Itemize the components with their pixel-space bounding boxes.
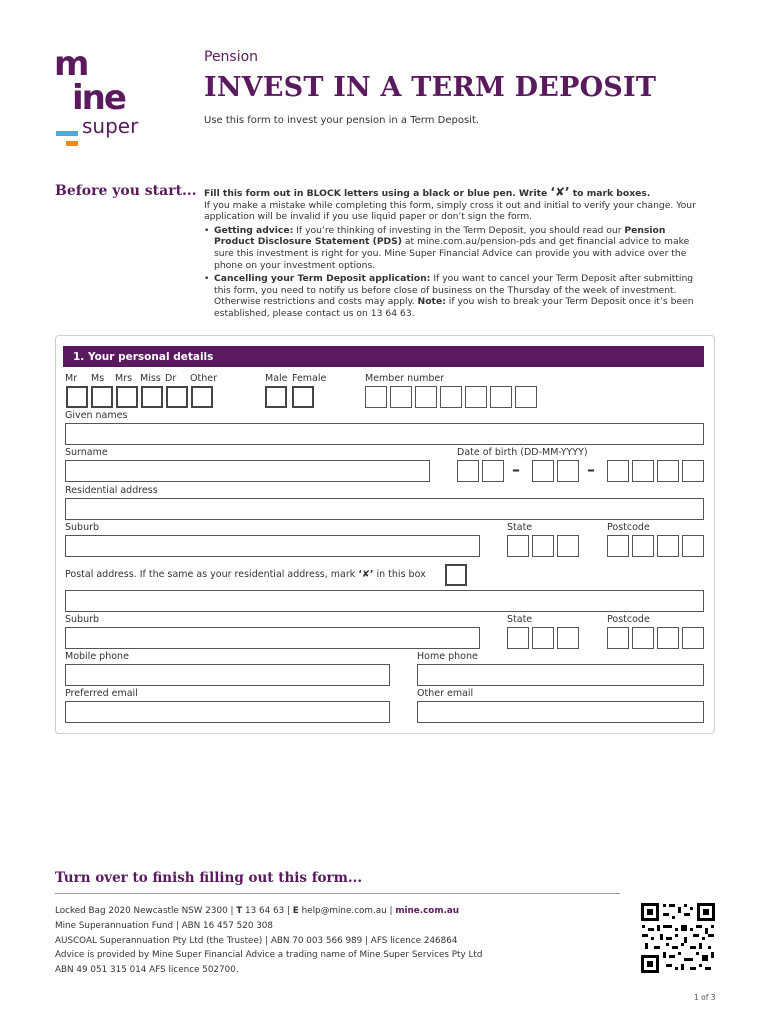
logo-bar-blue [56, 131, 78, 136]
member-number-label: Member number [365, 373, 445, 384]
gender-female-checkbox[interactable] [292, 386, 314, 408]
title-mr-checkbox[interactable] [66, 386, 88, 408]
home-phone-input[interactable] [417, 664, 704, 686]
member-number-box[interactable] [390, 386, 412, 408]
postal-state-box[interactable] [507, 627, 529, 649]
state-box[interactable] [532, 535, 554, 557]
postal-suburb-input[interactable] [65, 627, 480, 649]
other-email-label: Other email [417, 688, 474, 699]
dob-day-box[interactable] [457, 460, 479, 482]
preferred-email-label: Preferred email [65, 688, 138, 699]
dob-label: Date of birth (DD-MM-YYYY) [457, 447, 588, 458]
postal-postcode-box[interactable] [607, 627, 629, 649]
dob-year-box[interactable] [632, 460, 654, 482]
residential-address-input[interactable] [65, 498, 704, 520]
mobile-phone-label: Mobile phone [65, 651, 129, 662]
state-box[interactable] [557, 535, 579, 557]
postcode-box[interactable] [657, 535, 679, 557]
member-number-box[interactable] [490, 386, 512, 408]
member-number-box[interactable] [465, 386, 487, 408]
footer-line-fund: Mine Superannuation Fund | ABN 16 457 520 308 [55, 920, 273, 931]
turn-over-heading: Turn over to finish filling out this form... [55, 870, 363, 886]
mobile-phone-input[interactable] [65, 664, 390, 686]
title-label-miss: Miss [140, 373, 161, 384]
dob-separator: – [587, 460, 595, 479]
title-label-ms: Ms [91, 373, 105, 384]
suburb-input[interactable] [65, 535, 480, 557]
title-mrs-checkbox[interactable] [116, 386, 138, 408]
postal-state-box[interactable] [532, 627, 554, 649]
member-number-box[interactable] [365, 386, 387, 408]
postal-postcode-box[interactable] [632, 627, 654, 649]
section-title-personal-details: 1. Your personal details [63, 346, 704, 367]
title-miss-checkbox[interactable] [141, 386, 163, 408]
postcode-label: Postcode [607, 522, 650, 533]
other-email-input[interactable] [417, 701, 704, 723]
footer-line-address: Locked Bag 2020 Newcastle NSW 2300 | T 13 64 63 | E help@mine.com.au | mine.com.au [55, 906, 460, 916]
title-label-mrs: Mrs [115, 373, 133, 384]
member-number-box[interactable] [515, 386, 537, 408]
title-other-checkbox[interactable] [191, 386, 213, 408]
mistake-text: If you make a mistake while completing this form, simply cross it out and initial to verify your change. Your application will be invalid if you use liquid paper or don’t sign the form. [204, 199, 696, 223]
residential-address-label: Residential address [65, 485, 158, 496]
home-phone-label: Home phone [417, 651, 478, 662]
title-ms-checkbox[interactable] [91, 386, 113, 408]
suburb-label: Suburb [65, 522, 100, 533]
gender-label-female: Female [292, 373, 327, 384]
title-label-dr: Dr [165, 373, 177, 384]
footer-line-advice: Advice is provided by Mine Super Financial Advice a trading name of Mine Super Services Pty Ltd [55, 950, 483, 961]
member-number-box[interactable] [415, 386, 437, 408]
logo-m: m [54, 44, 88, 84]
state-label: State [507, 522, 533, 533]
mine-super-logo [52, 44, 152, 140]
intro-line: Fill this form out in BLOCK letters using a black or blue pen. Write ‘✘’ to mark boxes. [204, 185, 651, 199]
bullet-cancelling: • Cancelling your Term Deposit application: If you want to cancel your Term Deposit after submitting this form, you need to notify us before close of business on the Thursday of the week of investment. Otherwise restrictions and costs may apply. Note: if you wish to break your Term Deposit once it’s been established, please contact us on 13 64 63. [204, 273, 700, 319]
postal-postcode-box[interactable] [682, 627, 704, 649]
bullet-getting-advice: • Getting advice: If you’re thinking of investing in the Term Deposit, you should read our Pension Product Disclosure Statement (PDS) at mine.com.au/pension-pds and get financial advice to make sure this investment is right for you. Mine Super Financial Advice can provide you with advice over the phone on your investment options. [204, 225, 700, 271]
title-label-mr: Mr [65, 373, 78, 384]
footer-line-abn: ABN 49 051 315 014 AFS licence 502700. [55, 965, 239, 976]
footer-contact [55, 904, 482, 978]
postal-postcode-label: Postcode [607, 614, 650, 625]
footer-divider [55, 893, 620, 894]
postal-postcode-box[interactable] [657, 627, 679, 649]
surname-label: Surname [65, 447, 108, 458]
dob-year-box[interactable] [657, 460, 679, 482]
gender-male-checkbox[interactable] [265, 386, 287, 408]
logo-super: super [82, 114, 139, 138]
footer-line-trustee: AUSCOAL Superannuation Pty Ltd (the Trustee) | ABN 70 003 566 989 | AFS licence 246864 [55, 935, 458, 946]
postal-address-input[interactable] [65, 590, 704, 612]
logo-ine: ine [72, 78, 125, 118]
postal-address-label: Postal address. If the same as your residential address, mark ‘✘’ in this box [65, 569, 426, 580]
member-number-box[interactable] [440, 386, 462, 408]
dob-year-box[interactable] [607, 460, 629, 482]
website-link[interactable]: mine.com.au [395, 906, 460, 916]
given-names-input[interactable] [65, 423, 704, 445]
gender-label-male: Male [265, 373, 288, 384]
surname-input[interactable] [65, 460, 430, 482]
page-subtitle: Use this form to invest your pension in a Term Deposit. [204, 115, 480, 126]
postcode-box[interactable] [607, 535, 629, 557]
cross-mark-icon: ‘✘’ [550, 185, 570, 199]
cross-mark-icon: ‘✘’ [358, 569, 374, 580]
state-box[interactable] [507, 535, 529, 557]
postal-state-label: State [507, 614, 533, 625]
dob-month-box[interactable] [532, 460, 554, 482]
form-category: Pension [204, 49, 259, 65]
dob-day-box[interactable] [482, 460, 504, 482]
title-dr-checkbox[interactable] [166, 386, 188, 408]
given-names-label: Given names [65, 410, 128, 421]
logo-bar-orange [66, 141, 78, 146]
postal-state-box[interactable] [557, 627, 579, 649]
title-label-other: Other [190, 373, 217, 384]
instructions [204, 187, 700, 320]
postal-suburb-label: Suburb [65, 614, 100, 625]
postal-same-checkbox[interactable] [445, 564, 467, 586]
page-number: 1 of 3 [694, 993, 716, 1002]
qr-code-icon [640, 902, 716, 974]
postcode-box[interactable] [682, 535, 704, 557]
preferred-email-input[interactable] [65, 701, 390, 723]
dob-year-box[interactable] [682, 460, 704, 482]
postcode-box[interactable] [632, 535, 654, 557]
dob-separator: – [512, 460, 520, 479]
dob-month-box[interactable] [557, 460, 579, 482]
before-you-start-heading: Before you start... [55, 183, 197, 199]
page-title: INVEST IN A TERM DEPOSIT [204, 72, 657, 103]
